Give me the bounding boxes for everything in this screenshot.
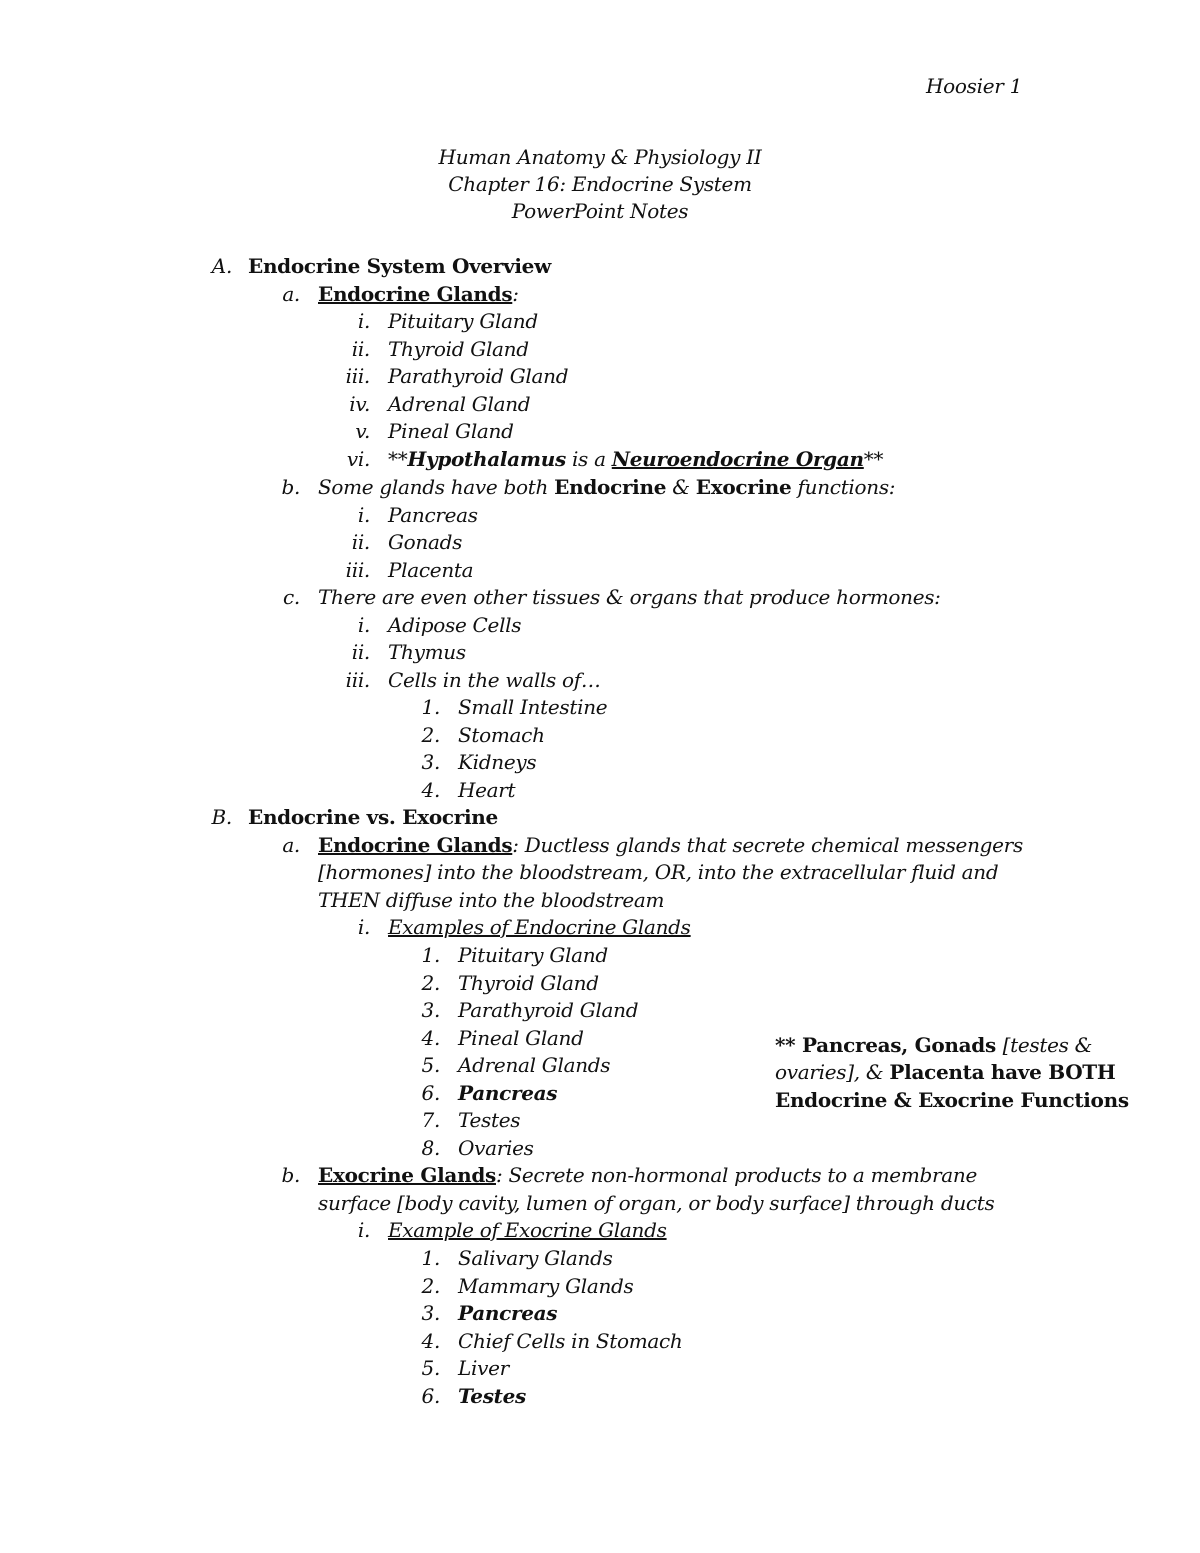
side-note-line3: Endocrine & Exocrine Functions [775,1088,1129,1112]
list-item: Gonads [388,530,463,554]
list-item: Cells in the walls of… [388,668,601,692]
list-marker: ii. [351,640,370,664]
a-a-marker: a. [282,282,300,306]
section-a-heading: Endocrine System Overview [248,254,552,278]
b-a-definition-line1 [318,832,1023,858]
list-item: Adrenal Glands [458,1053,611,1077]
list-item: Adipose Cells [388,613,522,637]
list-item: Thymus [388,640,466,664]
list-item: Testes [458,1108,521,1132]
section-a-marker: A. [211,254,232,278]
hypothalamus-term: Hypothalamus [407,447,566,471]
list-marker: 4. [421,778,440,802]
list-item: Testes [458,1384,526,1408]
list-marker: iii. [345,668,370,692]
a-b-marker: b. [281,475,300,499]
list-item: Small Intestine [458,695,608,719]
list-item: Liver [458,1356,509,1380]
asterisks: ** [863,447,884,471]
text-fragment: [testes & [1002,1033,1093,1057]
list-marker: 3. [421,998,440,1022]
list-marker: 7. [421,1108,440,1132]
list-item: Parathyroid Gland [388,364,569,388]
list-item: Thyroid Gland [458,971,599,995]
text-fragment: functions: [791,475,896,499]
text-fragment: ** Pancreas, Gonads [775,1033,1003,1057]
list-marker: i. [357,503,370,527]
list-marker: ii. [351,530,370,554]
title-course: Human Anatomy & Physiology II [438,145,762,169]
list-marker: i. [357,915,370,939]
title-subtitle: PowerPoint Notes [511,199,689,223]
exocrine-term: Exocrine [695,475,792,499]
endocrine-glands-label: Endocrine Glands [318,282,513,306]
list-item: Stomach [458,723,545,747]
a-c-marker: c. [283,585,300,609]
endocrine-term: Endocrine [554,475,667,499]
list-item: Pineal Gland [458,1026,584,1050]
a-b-text [318,474,895,500]
neuroendocrine-organ-term: Neuroendocrine Organ [611,447,864,471]
endocrine-glands-label: Endocrine Glands [318,833,513,857]
list-item: Pituitary Gland [458,943,608,967]
list-marker: i. [357,309,370,333]
list-marker: 2. [421,1274,440,1298]
section-b-marker: B. [211,805,232,829]
title-chapter: Chapter 16: Endocrine System [448,172,752,196]
text-fragment: : Ductless glands that secrete chemical messengers [512,833,1023,857]
list-item: Pancreas [458,1081,558,1105]
list-marker: 2. [421,971,440,995]
list-item: Pituitary Gland [388,309,538,333]
list-item: Pineal Gland [388,419,514,443]
list-marker: iii. [345,558,370,582]
list-item: Placenta [388,558,474,582]
text-fragment: Placenta have BOTH [889,1060,1116,1084]
list-marker: 6. [421,1384,440,1408]
text-fragment: Some glands have both [318,475,555,499]
list-marker: 4. [421,1026,440,1050]
list-item: Mammary Glands [458,1274,634,1298]
list-marker: 6. [421,1081,440,1105]
a-c-text: There are even other tissues & organs that produce hormones: [318,585,941,609]
list-item: Pancreas [388,503,478,527]
list-marker: iii. [345,364,370,388]
list-marker: 5. [421,1053,440,1077]
list-item: Ovaries [458,1136,534,1160]
list-marker: 5. [421,1356,440,1380]
list-item: Kidneys [458,750,537,774]
text-fragment: & [666,475,696,499]
list-marker: v. [355,419,370,443]
hypothalamus-connector: is a [565,447,612,471]
list-marker: 1. [421,1246,440,1270]
list-item: Chief Cells in Stomach [458,1329,683,1353]
b-a-definition-line3: THEN diffuse into the bloodstream [318,888,665,912]
list-item: Thyroid Gland [388,337,529,361]
list-item: Adrenal Gland [388,392,531,416]
colon: : [512,282,519,306]
side-note-line1 [775,1032,1092,1058]
hypothalamus-note [388,446,883,472]
running-head: Hoosier 1 [926,74,1022,98]
list-marker: 8. [421,1136,440,1160]
b-b-definition-line1 [318,1162,977,1188]
list-marker: 4. [421,1329,440,1353]
b-b-definition-line2: surface [body cavity, lumen of organ, or body surface] through ducts [318,1191,995,1215]
b-a-marker: a. [282,833,300,857]
list-marker: i. [357,613,370,637]
list-item: Heart [458,778,516,802]
text-fragment: : Secrete non-hormonal products to a membrane [495,1163,977,1187]
list-item: Salivary Glands [458,1246,613,1270]
list-marker: ii. [351,337,370,361]
list-marker: 1. [421,943,440,967]
examples-endocrine-heading: Examples of Endocrine Glands [388,915,691,939]
list-item: Pancreas [458,1301,558,1325]
side-note-line2 [775,1059,1116,1085]
a-a-heading [318,281,519,307]
b-b-marker: b. [281,1163,300,1187]
section-b-heading: Endocrine vs. Exocrine [248,805,498,829]
list-marker: 3. [421,750,440,774]
list-marker: 3. [421,1301,440,1325]
exocrine-glands-label: Exocrine Glands [318,1163,496,1187]
text-fragment: ovaries], & [775,1060,890,1084]
list-item: Parathyroid Gland [458,998,639,1022]
asterisks: ** [388,447,408,471]
list-marker: iv. [349,392,370,416]
list-marker: i. [357,1218,370,1242]
b-a-definition-line2: [hormones] into the bloodstream, OR, into the extracellular fluid and [318,860,999,884]
list-marker: vi. [346,447,370,471]
examples-exocrine-heading: Example of Exocrine Glands [388,1218,667,1242]
list-marker: 2. [421,723,440,747]
list-marker: 1. [421,695,440,719]
